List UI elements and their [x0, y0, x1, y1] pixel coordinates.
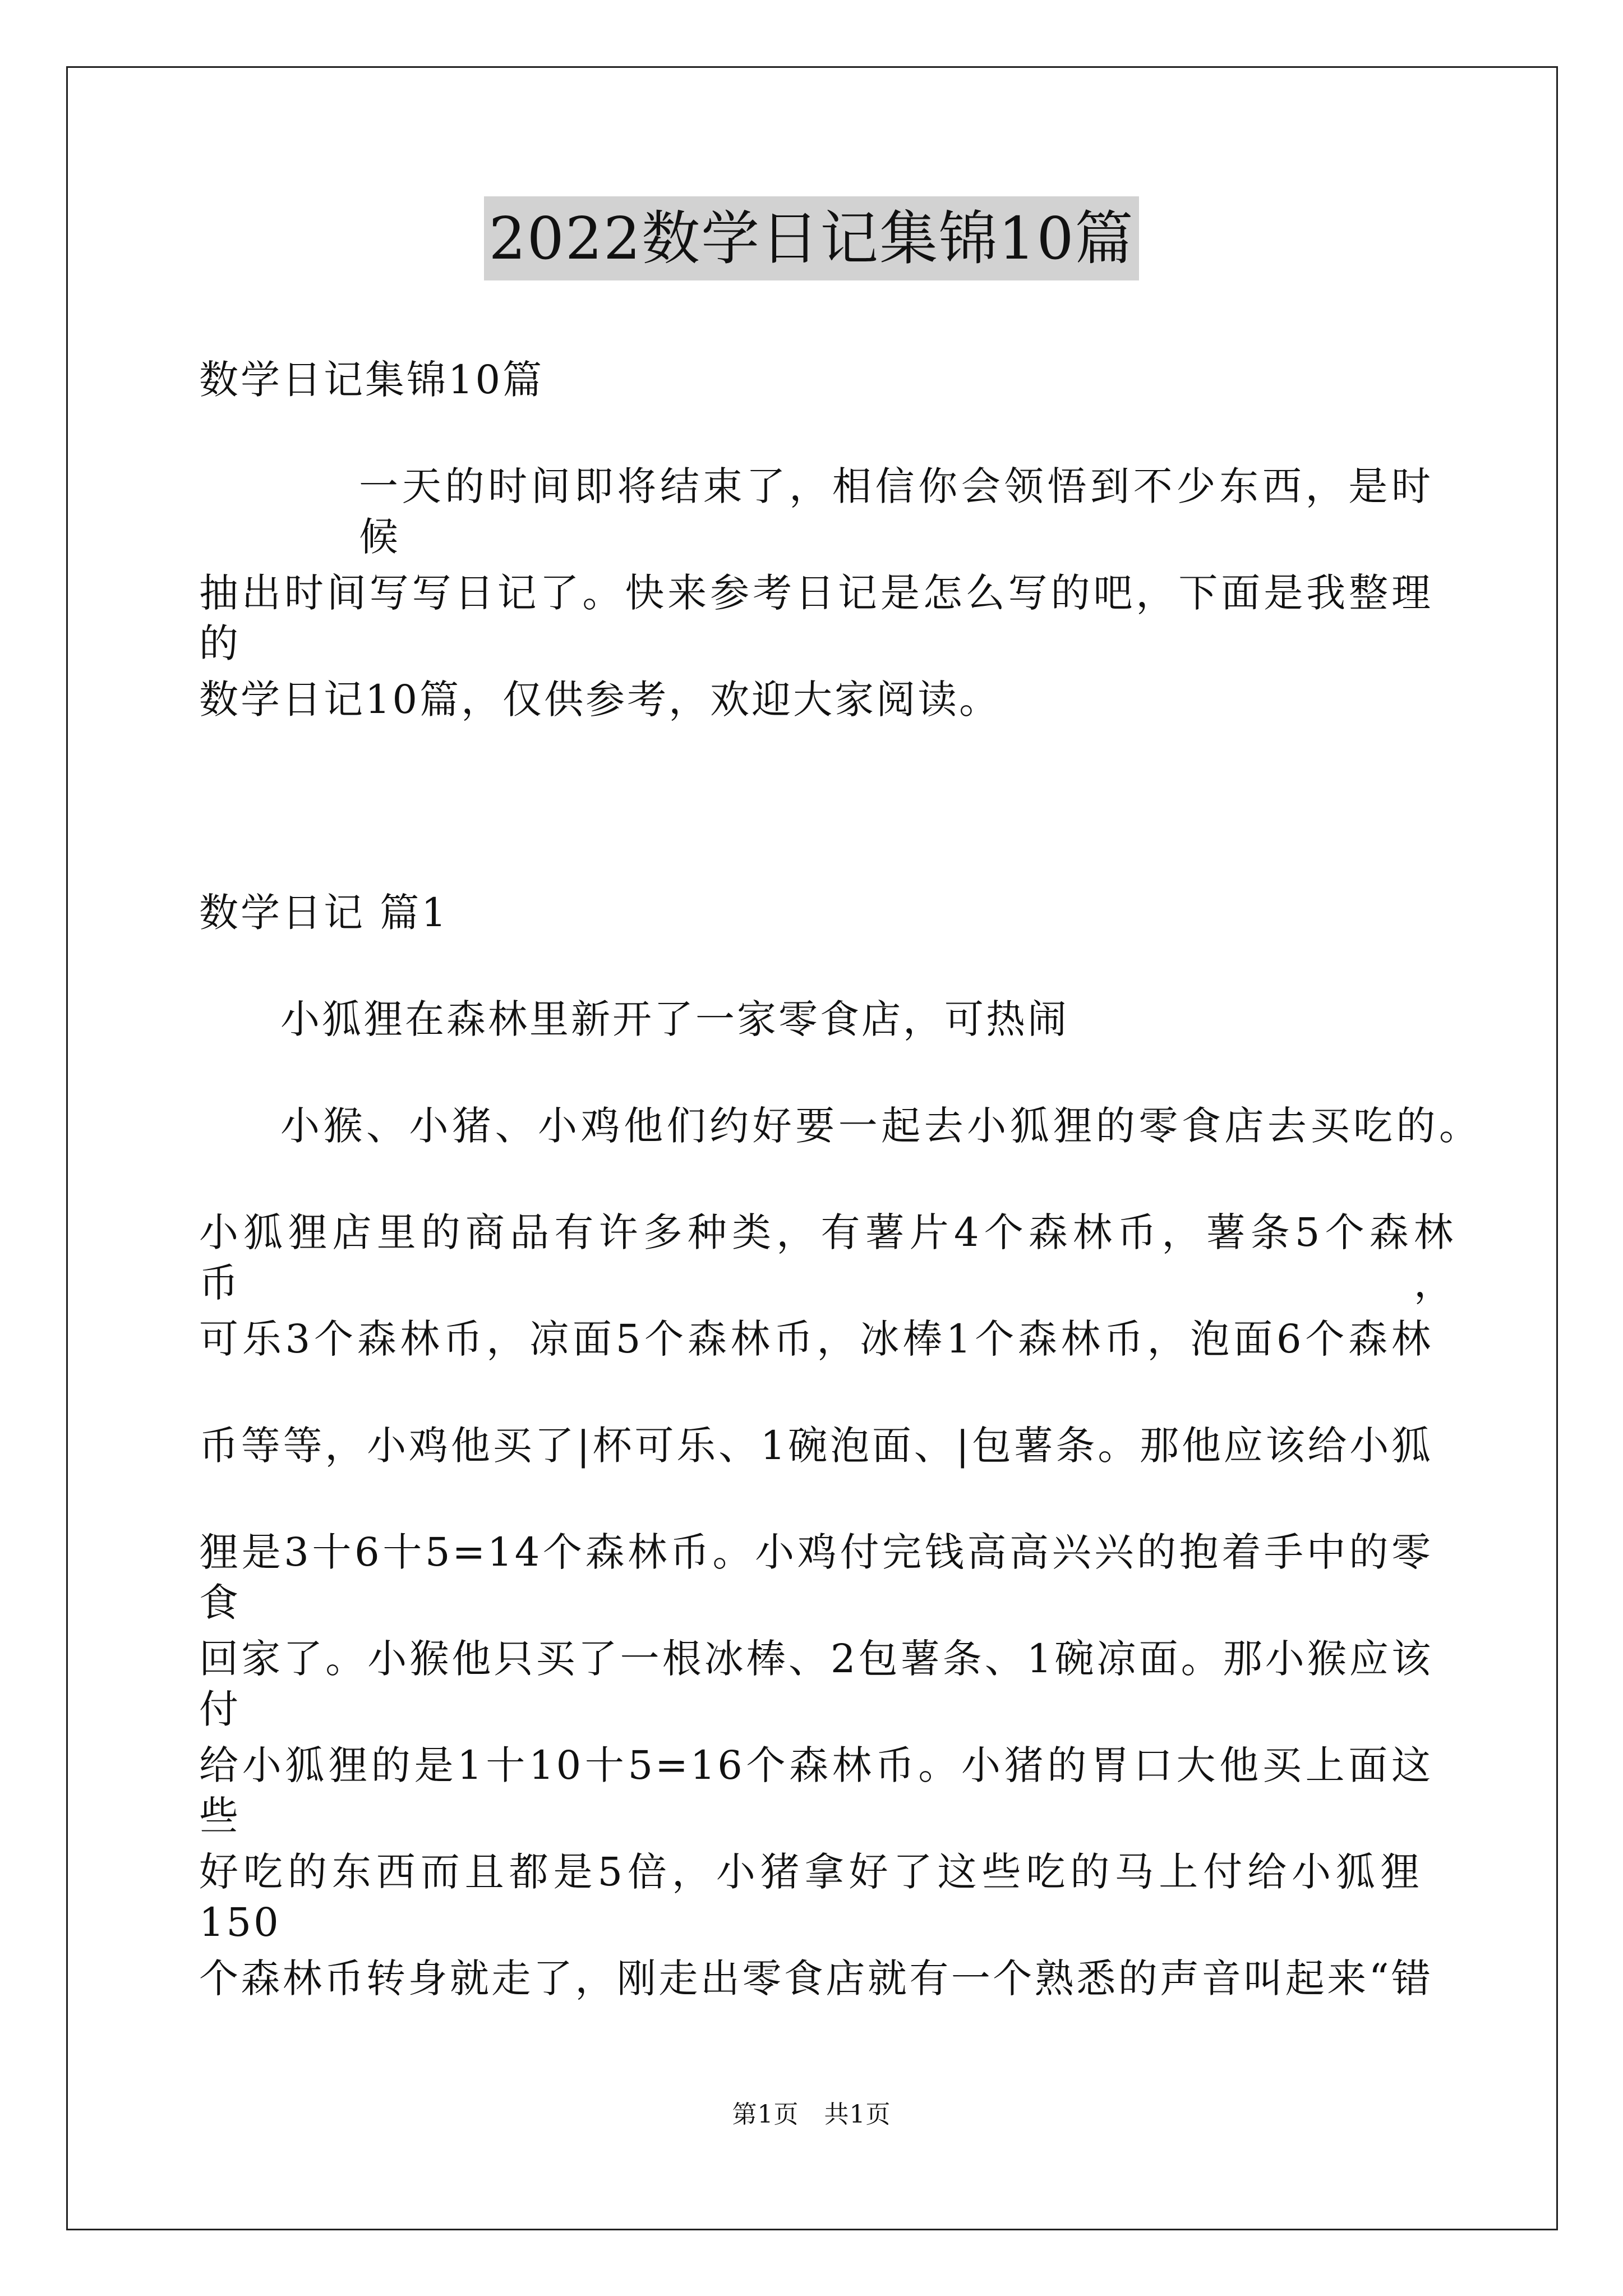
intro-line-3: 数学日记10篇，仅供参考，欢迎大家阅读。	[199, 677, 1001, 723]
title-container	[0, 196, 1623, 280]
section-heading: 数学日记 篇1	[199, 890, 449, 936]
document-subtitle: 数学日记集锦10篇	[199, 357, 545, 403]
story-line-6: 狸是3十6十5=14个森林币。小鸡付完钱高高兴兴的抱着手中的零食	[199, 1529, 1433, 1626]
story-line-5: 币等等，小鸡他买了|杯可乐、1碗泡面、|包薯条。那他应该给小狐	[199, 1423, 1433, 1469]
story-line-9: 好吃的东西而且都是5倍，小猪拿好了这些吃的马上付给小狐狸150	[199, 1849, 1422, 1945]
story-line-7: 回家了。小猴他只买了一根冰棒、2包薯条、1碗凉面。那小猴应该付	[199, 1636, 1433, 1732]
story-line-2: 小猴、小猪、小鸡他们约好要一起去小狐狸的零食店去买吃的。	[280, 1103, 1481, 1149]
story-line-4: 可乐3个森林币，凉面5个森林币，冰棒1个森林币，泡面6个森林	[199, 1316, 1433, 1362]
story-line-8: 给小狐狸的是1十10十5=16个森林币。小猪的胃口大他买上面这些	[199, 1742, 1433, 1839]
intro-line-1: 一天的时间即将结束了，相信你会领悟到不少东西，是时候	[359, 463, 1433, 560]
page-footer: 第1页 共1页	[732, 2100, 891, 2129]
story-line-1: 小狐狸在森林里新开了一家零食店，可热闹	[280, 996, 1069, 1042]
document-title: 2022数学日记集锦10篇	[484, 196, 1138, 280]
story-line-3: 小狐狸店里的商品有许多种类，有薯片4个森林币，薯条5个森林币，	[199, 1209, 1455, 1306]
intro-line-2: 抽出时间写写日记了。快来参考日记是怎么写的吧，下面是我整理的	[199, 570, 1433, 666]
story-line-10: 个森林币转身就走了，刚走出零食店就有一个熟悉的声音叫起来“错	[199, 1955, 1433, 2001]
